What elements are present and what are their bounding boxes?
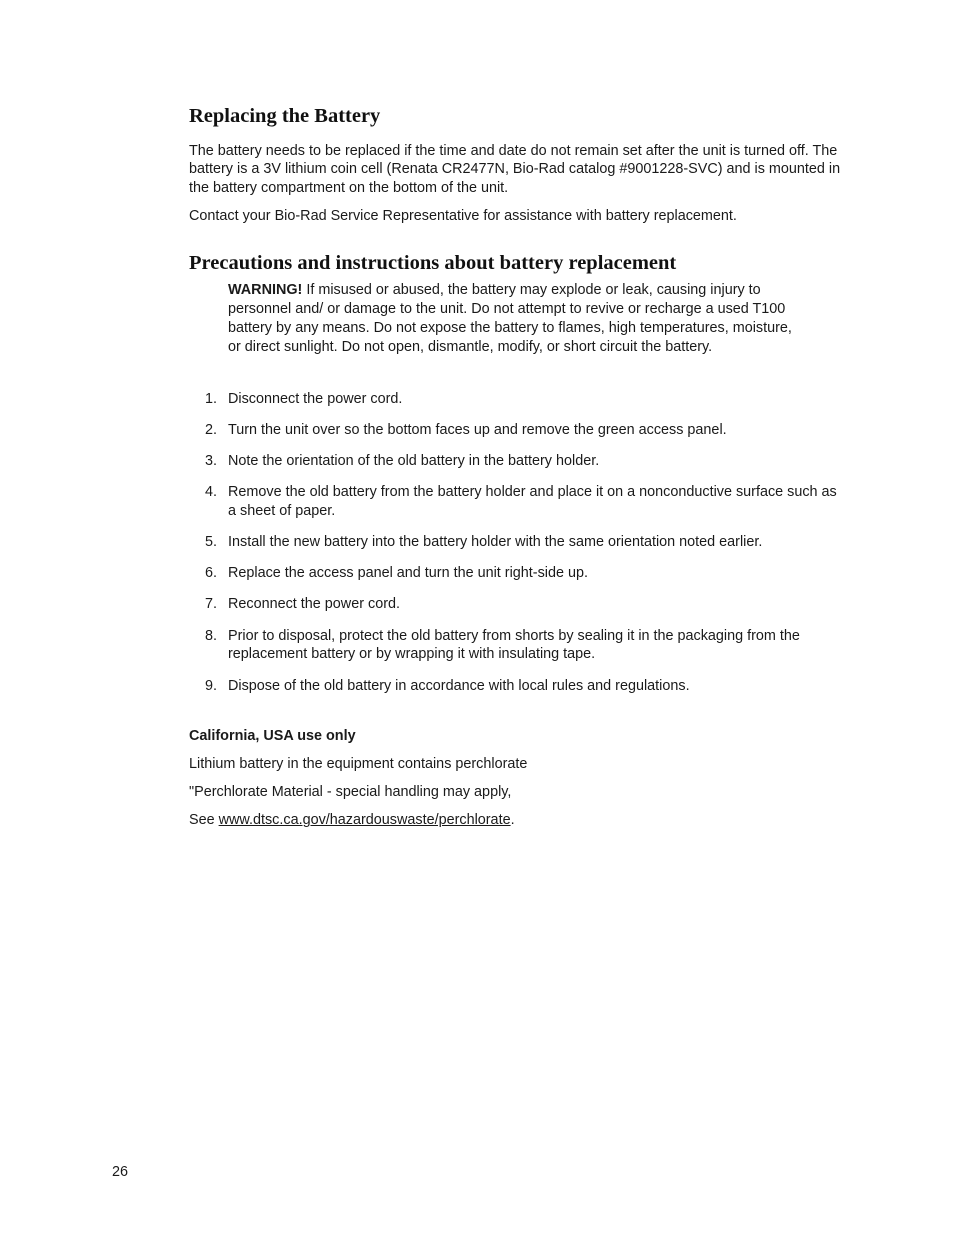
service-contact-paragraph: Contact your Bio-Rad Service Representative for assistance with battery replacement.	[189, 207, 737, 224]
page-number: 26	[112, 1164, 129, 1180]
step-item	[189, 564, 844, 583]
step-text: Disconnect the power cord.	[228, 390, 403, 407]
replacement-steps-list	[189, 390, 844, 696]
step-item	[189, 421, 844, 440]
perchlorate-link[interactable]: www.dtsc.ca.gov/hazardouswaste/perchlorate	[218, 812, 511, 829]
warning-block	[228, 281, 808, 356]
step-number: 8.	[205, 627, 218, 644]
step-text: Prior to disposal, protect the old battery from shorts by sealing it in the packaging from the replacement battery or by wrapping it with insulating tape.	[228, 627, 800, 663]
step-number: 9.	[205, 677, 218, 694]
step-number: 1.	[205, 390, 218, 407]
step-text: Turn the unit over so the bottom faces up and remove the green access panel.	[228, 421, 727, 438]
warning-text: If misused or abused, the battery may explode or leak, causing injury to personnel and/ or damage to the unit. Do not attempt to revive or recharge a used T100 battery by any means. Do not expose the battery to flames, high temperatures, moisture, or direct sunlight. Do not open, dismantle, modify, or short circuit the battery.	[228, 282, 792, 355]
perchlorate-handling-notice: "Perchlorate Material - special handling may apply,	[189, 784, 512, 801]
replacing-battery-heading: Replacing the Battery	[189, 105, 381, 127]
step-item	[189, 452, 844, 471]
warning-label: WARNING!	[228, 282, 303, 299]
step-number: 3.	[205, 452, 218, 469]
page-content	[189, 104, 844, 839]
step-number: 5.	[205, 534, 218, 551]
step-number: 2.	[205, 421, 218, 438]
step-item	[189, 533, 844, 552]
step-number: 7.	[205, 596, 218, 613]
step-item	[189, 627, 844, 665]
california-heading: California, USA use only	[189, 728, 356, 745]
step-number: 6.	[205, 565, 218, 582]
perchlorate-notice: Lithium battery in the equipment contains perchlorate	[189, 756, 528, 773]
step-item	[189, 595, 844, 614]
step-text: Reconnect the power cord.	[228, 596, 400, 613]
precautions-heading: Precautions and instructions about battery replacement	[189, 251, 677, 274]
perchlorate-reference-line	[189, 811, 844, 830]
step-text: Replace the access panel and turn the unit right-side up.	[228, 565, 588, 582]
step-item	[189, 483, 844, 521]
step-item	[189, 390, 844, 409]
link-suffix: .	[510, 812, 515, 829]
step-text: Install the new battery into the battery holder with the same orientation noted earlier.	[228, 534, 763, 551]
step-text: Dispose of the old battery in accordance with local rules and regulations.	[228, 677, 690, 694]
battery-intro-paragraph: The battery needs to be replaced if the time and date do not remain set after the unit is turned off. The battery is a 3V lithium coin cell (Renata CR2477N, Bio-Rad catalog #9001228-SVC) and is mounted in the battery compartment on the bottom of the unit.	[189, 142, 841, 197]
step-number: 4.	[205, 484, 218, 501]
step-text: Note the orientation of the old battery in the battery holder.	[228, 452, 600, 469]
step-item	[189, 677, 844, 696]
step-text: Remove the old battery from the battery holder and place it on a nonconductive surface such as a sheet of paper.	[228, 484, 837, 519]
see-prefix: See	[189, 812, 219, 829]
